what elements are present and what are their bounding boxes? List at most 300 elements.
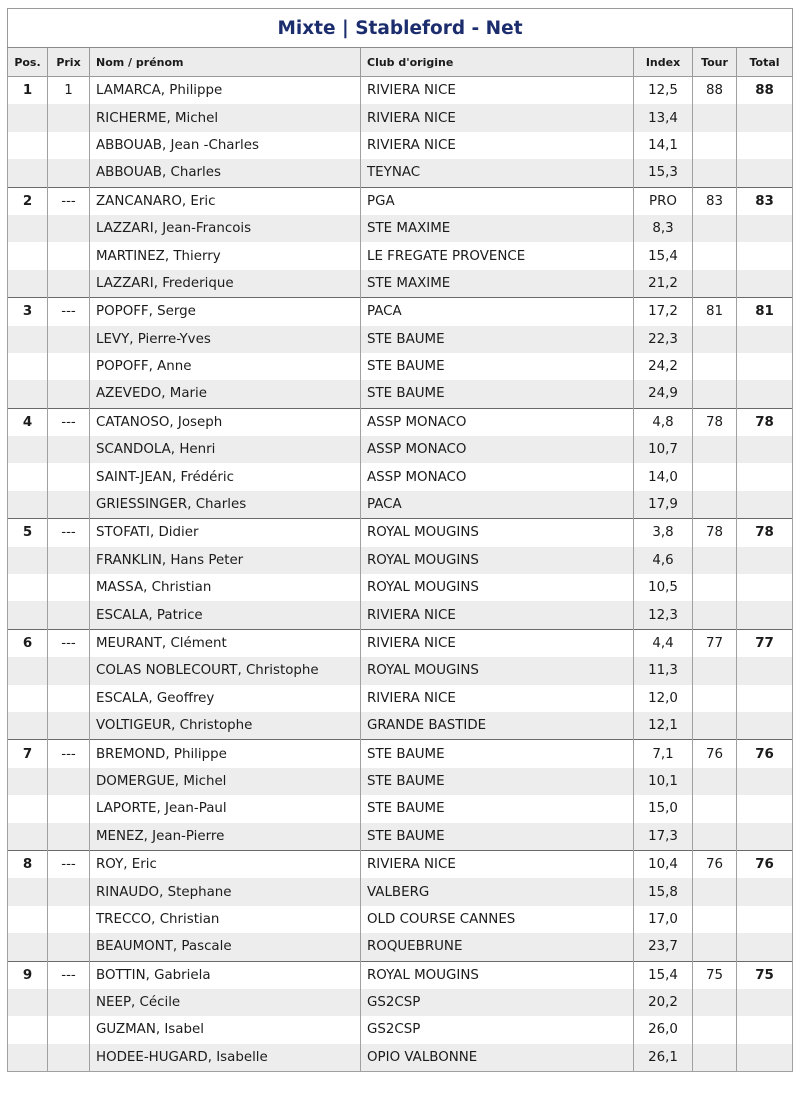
position-cell xyxy=(8,878,48,905)
total-cell xyxy=(737,547,793,574)
tour-cell xyxy=(693,989,737,1016)
table-row xyxy=(8,657,793,684)
total-cell xyxy=(737,933,793,961)
player-club: TEYNAC xyxy=(361,159,634,187)
player-name: SAINT-JEAN, Frédéric xyxy=(90,463,361,490)
player-name: ESCALA, Geoffrey xyxy=(90,685,361,712)
position-cell xyxy=(8,906,48,933)
header-nom: Nom / prénom xyxy=(90,48,361,77)
total-cell: 78 xyxy=(737,408,793,436)
total-cell xyxy=(737,906,793,933)
tour-cell xyxy=(693,712,737,740)
player-index: 15,8 xyxy=(634,878,693,905)
table-row xyxy=(8,795,793,822)
tour-cell xyxy=(693,823,737,851)
player-index: 22,3 xyxy=(634,326,693,353)
player-name: LAZZARI, Jean-Francois xyxy=(90,215,361,242)
prix-cell xyxy=(48,712,90,740)
total-cell xyxy=(737,1044,793,1072)
prix-cell: --- xyxy=(48,629,90,657)
player-name: LEVY, Pierre-Yves xyxy=(90,326,361,353)
table-row xyxy=(8,740,793,768)
total-cell xyxy=(737,601,793,629)
player-name: MEURANT, Clément xyxy=(90,629,361,657)
table-row xyxy=(8,132,793,159)
tour-cell xyxy=(693,878,737,905)
player-club: RIVIERA NICE xyxy=(361,629,634,657)
player-index: PRO xyxy=(634,187,693,215)
player-club: STE MAXIME xyxy=(361,270,634,298)
table-row xyxy=(8,850,793,878)
table-row xyxy=(8,878,793,905)
player-index: 17,9 xyxy=(634,491,693,519)
player-name: SCANDOLA, Henri xyxy=(90,436,361,463)
player-club: RIVIERA NICE xyxy=(361,132,634,159)
total-cell: 81 xyxy=(737,298,793,326)
prix-cell xyxy=(48,215,90,242)
prix-cell xyxy=(48,380,90,408)
player-club: RIVIERA NICE xyxy=(361,77,634,105)
position-cell xyxy=(8,436,48,463)
player-club: RIVIERA NICE xyxy=(361,601,634,629)
player-name: NEEP, Cécile xyxy=(90,989,361,1016)
player-name: GRIESSINGER, Charles xyxy=(90,491,361,519)
position-cell xyxy=(8,768,48,795)
tour-cell xyxy=(693,491,737,519)
results-sheet xyxy=(7,8,793,1072)
position-cell xyxy=(8,547,48,574)
prix-cell xyxy=(48,685,90,712)
table-row xyxy=(8,768,793,795)
total-cell xyxy=(737,436,793,463)
tour-cell xyxy=(693,933,737,961)
position-cell xyxy=(8,132,48,159)
table-row xyxy=(8,1016,793,1043)
player-club: RIVIERA NICE xyxy=(361,104,634,131)
total-cell: 77 xyxy=(737,629,793,657)
tour-cell xyxy=(693,132,737,159)
player-club: RIVIERA NICE xyxy=(361,685,634,712)
player-index: 10,7 xyxy=(634,436,693,463)
position-cell: 1 xyxy=(8,77,48,105)
prix-cell xyxy=(48,989,90,1016)
position-cell: 9 xyxy=(8,961,48,989)
prix-cell xyxy=(48,104,90,131)
player-index: 4,4 xyxy=(634,629,693,657)
tour-cell: 76 xyxy=(693,740,737,768)
table-row xyxy=(8,712,793,740)
prix-cell: --- xyxy=(48,740,90,768)
player-index: 14,0 xyxy=(634,463,693,490)
prix-cell xyxy=(48,601,90,629)
position-cell: 3 xyxy=(8,298,48,326)
player-name: MASSA, Christian xyxy=(90,574,361,601)
prix-cell xyxy=(48,768,90,795)
total-cell xyxy=(737,353,793,380)
total-cell: 76 xyxy=(737,740,793,768)
player-name: LAMARCA, Philippe xyxy=(90,77,361,105)
player-club: ASSP MONACO xyxy=(361,408,634,436)
position-cell xyxy=(8,1044,48,1072)
position-cell xyxy=(8,491,48,519)
player-name: MARTINEZ, Thierry xyxy=(90,242,361,269)
prix-cell xyxy=(48,795,90,822)
tour-cell: 78 xyxy=(693,519,737,547)
position-cell: 8 xyxy=(8,850,48,878)
player-name: POPOFF, Anne xyxy=(90,353,361,380)
position-cell xyxy=(8,685,48,712)
table-row xyxy=(8,519,793,547)
player-name: LAZZARI, Frederique xyxy=(90,270,361,298)
table-row xyxy=(8,463,793,490)
prix-cell xyxy=(48,270,90,298)
player-index: 3,8 xyxy=(634,519,693,547)
table-row xyxy=(8,906,793,933)
tour-cell xyxy=(693,601,737,629)
player-name: BOTTIN, Gabriela xyxy=(90,961,361,989)
total-cell xyxy=(737,657,793,684)
prix-cell: --- xyxy=(48,298,90,326)
position-cell: 6 xyxy=(8,629,48,657)
player-club: GRANDE BASTIDE xyxy=(361,712,634,740)
tour-cell: 76 xyxy=(693,850,737,878)
total-cell: 83 xyxy=(737,187,793,215)
prix-cell xyxy=(48,436,90,463)
tour-cell: 81 xyxy=(693,298,737,326)
total-cell xyxy=(737,1016,793,1043)
total-cell xyxy=(737,712,793,740)
table-row xyxy=(8,242,793,269)
table-row xyxy=(8,989,793,1016)
table-row xyxy=(8,159,793,187)
player-club: ASSP MONACO xyxy=(361,463,634,490)
player-index: 12,3 xyxy=(634,601,693,629)
prix-cell xyxy=(48,132,90,159)
player-club: RIVIERA NICE xyxy=(361,850,634,878)
position-cell: 4 xyxy=(8,408,48,436)
total-cell: 88 xyxy=(737,77,793,105)
position-cell xyxy=(8,574,48,601)
page-title: Mixte | Stableford - Net xyxy=(8,9,793,48)
table-row xyxy=(8,629,793,657)
player-index: 26,0 xyxy=(634,1016,693,1043)
position-cell xyxy=(8,215,48,242)
tour-cell xyxy=(693,159,737,187)
total-cell xyxy=(737,270,793,298)
prix-cell xyxy=(48,463,90,490)
prix-cell xyxy=(48,823,90,851)
total-cell xyxy=(737,574,793,601)
table-row xyxy=(8,298,793,326)
position-cell xyxy=(8,601,48,629)
player-club: STE BAUME xyxy=(361,326,634,353)
player-index: 17,2 xyxy=(634,298,693,326)
player-index: 12,0 xyxy=(634,685,693,712)
player-club: STE BAUME xyxy=(361,380,634,408)
player-index: 10,4 xyxy=(634,850,693,878)
player-index: 12,1 xyxy=(634,712,693,740)
player-club: OPIO VALBONNE xyxy=(361,1044,634,1072)
total-cell xyxy=(737,491,793,519)
table-row xyxy=(8,408,793,436)
prix-cell: --- xyxy=(48,187,90,215)
position-cell xyxy=(8,463,48,490)
player-index: 12,5 xyxy=(634,77,693,105)
player-club: ROQUEBRUNE xyxy=(361,933,634,961)
player-index: 11,3 xyxy=(634,657,693,684)
player-index: 15,3 xyxy=(634,159,693,187)
tour-cell xyxy=(693,436,737,463)
player-club: GS2CSP xyxy=(361,989,634,1016)
total-cell xyxy=(737,685,793,712)
player-club: STE BAUME xyxy=(361,823,634,851)
total-cell: 76 xyxy=(737,850,793,878)
player-name: BREMOND, Philippe xyxy=(90,740,361,768)
position-cell xyxy=(8,353,48,380)
player-index: 14,1 xyxy=(634,132,693,159)
total-cell xyxy=(737,132,793,159)
tour-cell: 83 xyxy=(693,187,737,215)
tour-cell xyxy=(693,380,737,408)
table-row xyxy=(8,187,793,215)
player-club: STE BAUME xyxy=(361,795,634,822)
prix-cell xyxy=(48,326,90,353)
tour-cell xyxy=(693,104,737,131)
player-club: OLD COURSE CANNES xyxy=(361,906,634,933)
table-row xyxy=(8,353,793,380)
table-body xyxy=(8,77,793,1072)
player-index: 17,3 xyxy=(634,823,693,851)
prix-cell: --- xyxy=(48,961,90,989)
player-name: HODEE-HUGARD, Isabelle xyxy=(90,1044,361,1072)
position-cell: 7 xyxy=(8,740,48,768)
player-club: ROYAL MOUGINS xyxy=(361,519,634,547)
player-index: 7,1 xyxy=(634,740,693,768)
player-club: ROYAL MOUGINS xyxy=(361,961,634,989)
player-index: 23,7 xyxy=(634,933,693,961)
tour-cell xyxy=(693,768,737,795)
table-row xyxy=(8,574,793,601)
table-row xyxy=(8,270,793,298)
total-cell xyxy=(737,104,793,131)
tour-cell xyxy=(693,1016,737,1043)
tour-cell: 88 xyxy=(693,77,737,105)
table-row xyxy=(8,104,793,131)
player-name: AZEVEDO, Marie xyxy=(90,380,361,408)
prix-cell xyxy=(48,878,90,905)
total-cell: 75 xyxy=(737,961,793,989)
player-index: 4,6 xyxy=(634,547,693,574)
prix-cell: --- xyxy=(48,408,90,436)
tour-cell: 75 xyxy=(693,961,737,989)
player-name: COLAS NOBLECOURT, Christophe xyxy=(90,657,361,684)
tour-cell xyxy=(693,270,737,298)
total-cell xyxy=(737,989,793,1016)
table-header xyxy=(8,48,793,77)
prix-cell xyxy=(48,1016,90,1043)
player-name: POPOFF, Serge xyxy=(90,298,361,326)
tour-cell xyxy=(693,463,737,490)
tour-cell xyxy=(693,795,737,822)
player-name: TRECCO, Christian xyxy=(90,906,361,933)
player-index: 20,2 xyxy=(634,989,693,1016)
player-name: MENEZ, Jean-Pierre xyxy=(90,823,361,851)
total-cell xyxy=(737,768,793,795)
tour-cell xyxy=(693,657,737,684)
total-cell xyxy=(737,326,793,353)
player-club: ROYAL MOUGINS xyxy=(361,574,634,601)
prix-cell xyxy=(48,1044,90,1072)
table-row xyxy=(8,1044,793,1072)
player-index: 15,4 xyxy=(634,961,693,989)
player-index: 24,9 xyxy=(634,380,693,408)
prix-cell xyxy=(48,547,90,574)
prix-cell xyxy=(48,574,90,601)
table-row xyxy=(8,436,793,463)
table-row xyxy=(8,601,793,629)
player-club: VALBERG xyxy=(361,878,634,905)
player-index: 24,2 xyxy=(634,353,693,380)
player-index: 17,0 xyxy=(634,906,693,933)
player-name: BEAUMONT, Pascale xyxy=(90,933,361,961)
prix-cell xyxy=(48,906,90,933)
player-name: DOMERGUE, Michel xyxy=(90,768,361,795)
player-club: STE MAXIME xyxy=(361,215,634,242)
prix-cell xyxy=(48,657,90,684)
tour-cell xyxy=(693,326,737,353)
header-index: Index xyxy=(634,48,693,77)
player-name: ZANCANARO, Eric xyxy=(90,187,361,215)
player-name: VOLTIGEUR, Christophe xyxy=(90,712,361,740)
player-name: GUZMAN, Isabel xyxy=(90,1016,361,1043)
tour-cell xyxy=(693,685,737,712)
player-club: PGA xyxy=(361,187,634,215)
total-cell xyxy=(737,823,793,851)
prix-cell: --- xyxy=(48,519,90,547)
player-name: FRANKLIN, Hans Peter xyxy=(90,547,361,574)
table-row xyxy=(8,547,793,574)
tour-cell: 77 xyxy=(693,629,737,657)
position-cell xyxy=(8,380,48,408)
tour-cell xyxy=(693,1044,737,1072)
player-index: 10,1 xyxy=(634,768,693,795)
total-cell xyxy=(737,242,793,269)
player-index: 21,2 xyxy=(634,270,693,298)
header-prix: Prix xyxy=(48,48,90,77)
position-cell xyxy=(8,326,48,353)
player-name: ESCALA, Patrice xyxy=(90,601,361,629)
total-cell xyxy=(737,463,793,490)
table-row xyxy=(8,961,793,989)
position-cell xyxy=(8,270,48,298)
player-name: CATANOSO, Joseph xyxy=(90,408,361,436)
prix-cell xyxy=(48,353,90,380)
position-cell xyxy=(8,104,48,131)
table-row xyxy=(8,933,793,961)
player-index: 10,5 xyxy=(634,574,693,601)
player-name: RICHERME, Michel xyxy=(90,104,361,131)
position-cell: 2 xyxy=(8,187,48,215)
position-cell xyxy=(8,1016,48,1043)
player-index: 8,3 xyxy=(634,215,693,242)
player-club: PACA xyxy=(361,298,634,326)
prix-cell xyxy=(48,491,90,519)
player-club: STE BAUME xyxy=(361,740,634,768)
header-tour: Tour xyxy=(693,48,737,77)
player-index: 15,0 xyxy=(634,795,693,822)
player-name: ABBOUAB, Jean -Charles xyxy=(90,132,361,159)
player-name: RINAUDO, Stephane xyxy=(90,878,361,905)
table-row xyxy=(8,823,793,851)
tour-cell xyxy=(693,547,737,574)
player-index: 4,8 xyxy=(634,408,693,436)
table-row xyxy=(8,215,793,242)
header-total: Total xyxy=(737,48,793,77)
position-cell xyxy=(8,242,48,269)
position-cell xyxy=(8,795,48,822)
table-row xyxy=(8,685,793,712)
tour-cell xyxy=(693,574,737,601)
total-cell xyxy=(737,795,793,822)
player-club: STE BAUME xyxy=(361,768,634,795)
total-cell xyxy=(737,380,793,408)
player-index: 15,4 xyxy=(634,242,693,269)
player-club: ROYAL MOUGINS xyxy=(361,657,634,684)
tour-cell xyxy=(693,215,737,242)
player-club: STE BAUME xyxy=(361,353,634,380)
header-club: Club d'origine xyxy=(361,48,634,77)
player-club: ROYAL MOUGINS xyxy=(361,547,634,574)
prix-cell xyxy=(48,242,90,269)
position-cell xyxy=(8,989,48,1016)
player-name: STOFATI, Didier xyxy=(90,519,361,547)
player-club: LE FREGATE PROVENCE xyxy=(361,242,634,269)
table-row xyxy=(8,77,793,105)
position-cell xyxy=(8,712,48,740)
position-cell xyxy=(8,657,48,684)
player-name: ROY, Eric xyxy=(90,850,361,878)
player-name: LAPORTE, Jean-Paul xyxy=(90,795,361,822)
position-cell xyxy=(8,159,48,187)
table-row xyxy=(8,326,793,353)
header-pos: Pos. xyxy=(8,48,48,77)
total-cell xyxy=(737,215,793,242)
player-club: GS2CSP xyxy=(361,1016,634,1043)
player-club: ASSP MONACO xyxy=(361,436,634,463)
tour-cell xyxy=(693,906,737,933)
total-cell: 78 xyxy=(737,519,793,547)
total-cell xyxy=(737,159,793,187)
position-cell xyxy=(8,823,48,851)
results-table xyxy=(7,8,793,1072)
position-cell: 5 xyxy=(8,519,48,547)
table-row xyxy=(8,491,793,519)
tour-cell: 78 xyxy=(693,408,737,436)
total-cell xyxy=(737,878,793,905)
player-index: 13,4 xyxy=(634,104,693,131)
position-cell xyxy=(8,933,48,961)
prix-cell xyxy=(48,159,90,187)
player-club: PACA xyxy=(361,491,634,519)
player-index: 26,1 xyxy=(634,1044,693,1072)
prix-cell xyxy=(48,933,90,961)
prix-cell: 1 xyxy=(48,77,90,105)
player-name: ABBOUAB, Charles xyxy=(90,159,361,187)
tour-cell xyxy=(693,242,737,269)
prix-cell: --- xyxy=(48,850,90,878)
table-row xyxy=(8,380,793,408)
tour-cell xyxy=(693,353,737,380)
